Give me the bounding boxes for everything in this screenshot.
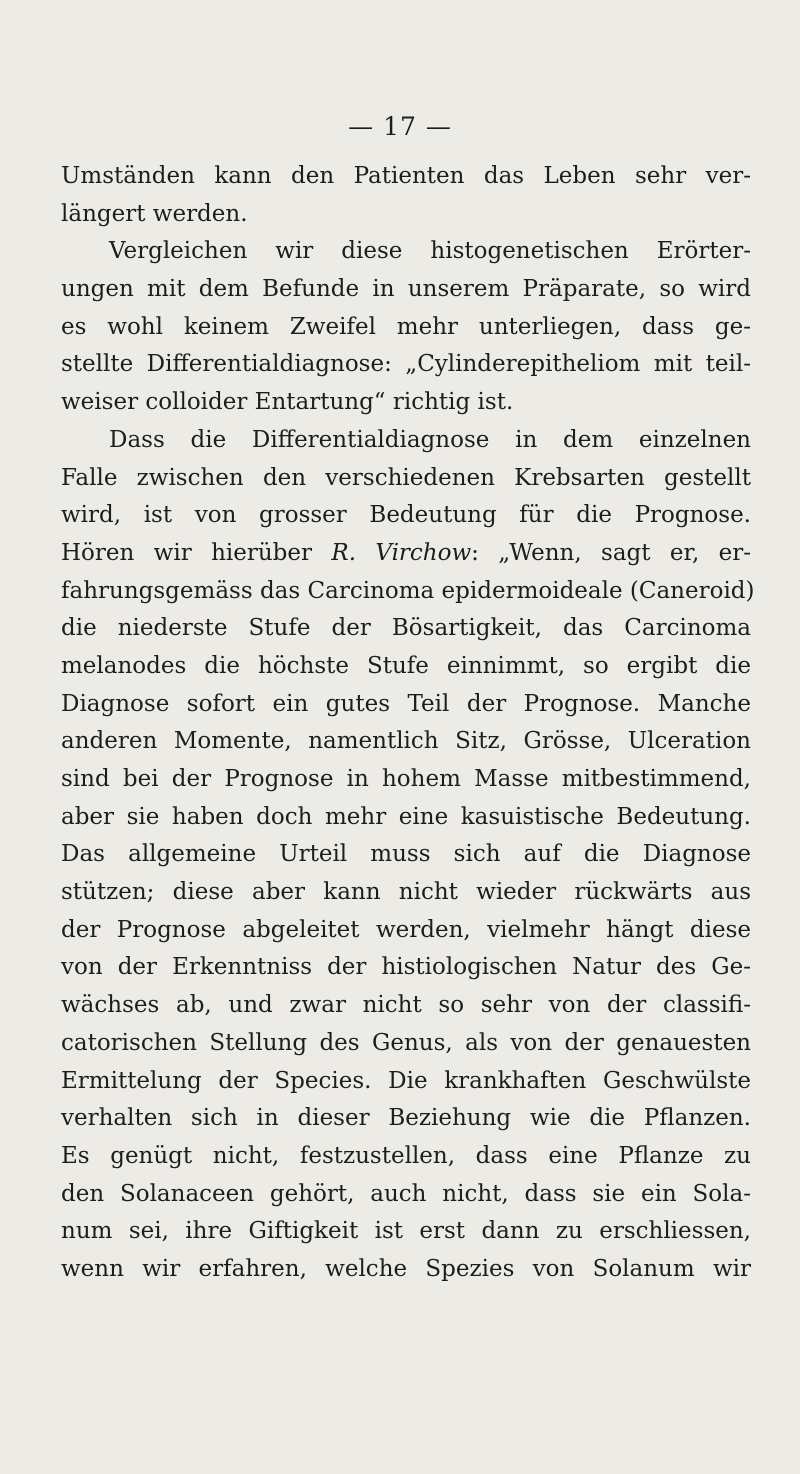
text-line: num sei, ihre Giftigkeit ist erst dann zu erschliessen,	[61, 1218, 751, 1245]
text-line: stellte Differentialdiagnose: „Cylinderepitheliom mit teil-	[61, 351, 751, 378]
page-number: — 17 —	[348, 112, 452, 141]
text-line: aber sie haben doch mehr eine kasuistische Bedeutung.	[61, 803, 751, 830]
text-line: Falle zwischen den verschiedenen Krebsarten gestellt	[61, 464, 751, 491]
cited-author: R. Virchow	[331, 539, 472, 566]
text-line: Umständen kann den Patienten das Leben sehr ver-	[61, 163, 751, 189]
text-line: Das allgemeine Urteil muss sich auf die Diagnose	[61, 841, 751, 868]
text-line: der Prognose abgeleitet werden, vielmehr hängt diese	[61, 916, 751, 943]
text-line: Ermittelung der Species. Die krankhaften Geschwülste	[61, 1067, 751, 1094]
body-text	[61, 158, 755, 1289]
text-line-with-citation	[61, 535, 751, 573]
text-line: Es genügt nicht, festzustellen, dass eine Pflanze zu	[61, 1142, 751, 1169]
text-line: stützen; diese aber kann nicht wieder rückwärts aus	[61, 879, 751, 906]
text-line: wenn wir erfahren, welche Spezies von Solanum wir	[61, 1255, 751, 1282]
text-line: Diagnose sofort ein gutes Teil der Prognose. Manche	[61, 690, 751, 717]
text-line: die niederste Stufe der Bösartigkeit, das Carcinoma	[61, 615, 751, 642]
text-line: längert werden.	[61, 200, 248, 227]
text-segment: : „Wenn, sagt er, er-	[471, 539, 752, 566]
text-line: es wohl keinem Zweifel mehr unterliegen, dass ge-	[61, 313, 751, 340]
text-line: melanodes die höchste Stufe einnimmt, so ergibt die	[61, 652, 751, 679]
text-line: anderen Momente, namentlich Sitz, Grösse, Ulceration	[61, 728, 751, 755]
text-line: Dass die Differentialdiagnose in dem einzelnen	[109, 426, 751, 453]
text-line: den Solanaceen gehört, auch nicht, dass sie ein Sola-	[61, 1180, 751, 1207]
text-line: weiser colloider Entartung“ richtig ist.	[61, 389, 514, 416]
text-line: catorischen Stellung des Genus, als von der genauesten	[61, 1029, 751, 1056]
text-line: ungen mit dem Befunde in unserem Präparate, so wird	[61, 276, 751, 303]
text-line: Vergleichen wir diese histogenetischen Erörter-	[109, 238, 751, 265]
text-line: von der Erkenntniss der histiologischen Natur des Ge-	[61, 954, 751, 981]
text-line: fahrungsgemäss das Carcinoma epidermoideale (Caneroid)	[61, 577, 755, 604]
text-line: wächses ab, und zwar nicht so sehr von der classifi-	[61, 992, 751, 1019]
text-line: wird, ist von grosser Bedeutung für die Prognose.	[61, 502, 751, 529]
text-line: verhalten sich in dieser Beziehung wie die Pflanzen.	[61, 1105, 751, 1132]
text-line: sind bei der Prognose in hohem Masse mitbestimmend,	[61, 766, 751, 792]
text-segment: Hören wir hierüber	[61, 539, 312, 566]
